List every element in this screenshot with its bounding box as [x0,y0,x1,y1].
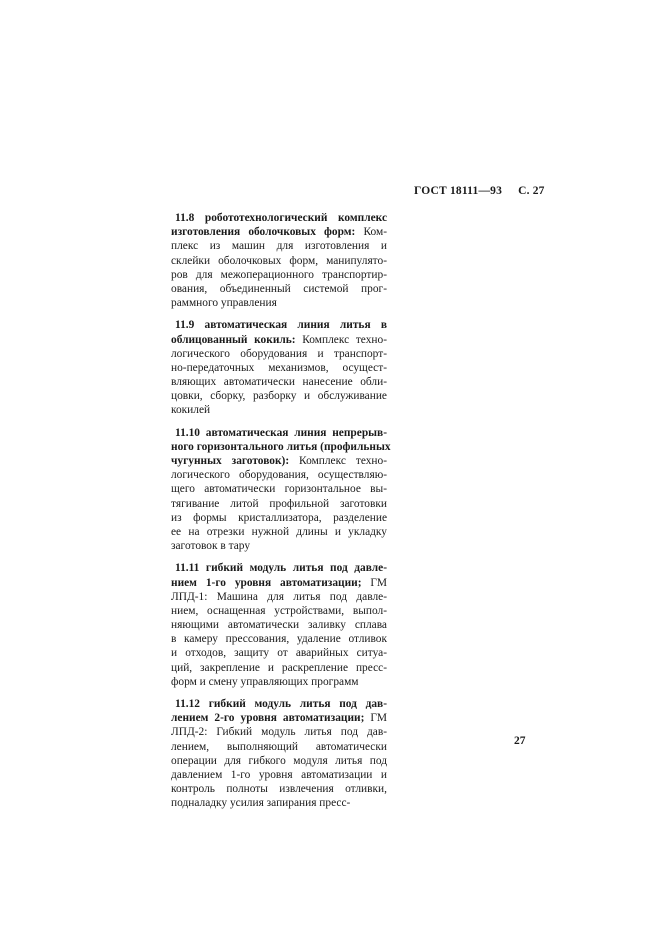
definition-text: няющими автоматически заливку сплава [171,619,387,632]
term-paragraph [171,211,387,310]
definition-text: но-передаточных механизмов, осущест- [171,361,387,374]
term-paragraph [171,318,387,417]
text-line [171,632,387,646]
definition-text: ования, объединенный системой прог- [171,282,387,295]
term-heading-text: 11.10 автоматическая линия непрерыв- [175,426,387,439]
definition-text: ЛПД-2: Гибкий модуль литья под дав- [171,726,387,739]
definition-text: ров для межоперационного транспортир- [171,268,387,281]
header-page-number: С. 27 [518,185,545,197]
definition-text: кокилей [171,404,211,417]
text-line [171,576,387,590]
text-line [171,740,387,754]
text-line [171,468,387,482]
text-line [171,333,387,347]
text-line [171,561,387,575]
text-line [171,239,387,253]
text-line [171,440,391,454]
text-line [171,403,387,417]
term-paragraph [171,697,387,811]
text-line [171,697,387,711]
term-heading-text: изготовления оболочковых форм: [171,226,356,239]
text-line [171,539,387,553]
text-line [171,725,387,739]
term-heading-text: 11.9 автоматическая линия литья в [175,319,387,332]
definition-text: лением, выполняющий автоматически [171,740,387,753]
definition-text: Комплекс техно- [289,455,388,467]
text-line [171,389,387,403]
definition-text: тягивание литой профильной заготовки [171,497,387,510]
definition-text: форм и смену управляющих программ [171,675,359,688]
definition-text: плекс из машин для изготовления и [171,240,387,253]
text-line [171,604,387,618]
text-line [171,768,387,782]
text-line [171,426,387,440]
text-line [171,796,387,810]
term-heading-text: чугунных заготовок): [171,455,290,467]
definition-text: склейки оболочковых форм, манипулято- [171,254,387,267]
term-heading-text: 11.11 гибкий модуль литья под давле- [175,562,387,575]
document-body [171,211,391,819]
definition-text: ГМ [361,576,387,589]
text-line [171,225,387,239]
text-line [171,646,387,660]
definition-text: щего автоматически горизонтальное вы- [171,483,387,496]
definition-text: логического оборудования, осуществляю- [171,469,387,482]
text-line [171,347,387,361]
text-line [171,497,387,511]
text-line [171,525,387,539]
text-line [171,618,387,632]
text-line [171,211,387,225]
text-line [171,375,387,389]
term-heading-text: 11.8 робототехнологический комплекс [175,212,387,224]
definition-text: давлением 1-го уровня автоматизации и [171,768,387,781]
text-line [171,590,387,604]
definition-text: и отходов, защиту от аварийных ситуа- [171,647,387,660]
definition-text: Комплекс техно- [295,333,387,346]
text-line [171,361,387,375]
definition-text: ее на отрезки нужной длины и укладку [171,525,387,538]
term-heading-text: 11.12 гибкий модуль литья под дав- [175,698,387,710]
term-paragraph [171,561,387,689]
text-line [171,268,387,282]
definition-text: заготовок в тару [171,540,251,553]
term-heading-text: лением 2-го уровня автоматизации; [171,712,365,725]
text-line [171,711,387,725]
definition-text: ций, закрепление и раскрепление пресс- [171,661,387,674]
text-line [171,482,387,496]
page-number: 27 [514,735,526,747]
definition-text: раммного управления [171,297,277,310]
term-paragraph [171,426,391,554]
text-line [171,754,387,768]
text-line [171,254,387,268]
text-line [171,511,387,525]
text-line [171,454,387,468]
text-line [171,661,387,675]
definition-text: контроль полноты извлечения отливки, [171,783,387,796]
definition-text: вляющих автоматически нанесение обли- [171,376,387,389]
definition-text: подналадку усилия запирания пресс- [171,797,351,810]
term-heading-text: облицованный кокиль: [171,333,296,346]
text-line [171,296,387,310]
definition-text: в камеру прессования, удаление отливок [171,633,387,646]
text-line [171,318,387,332]
definition-text: ГМ [364,712,387,725]
term-heading-text: нием 1-го уровня автоматизации; [171,576,362,589]
text-line [171,675,387,689]
definition-text: ЛПД-1: Машина для литья под давле- [171,590,387,603]
definition-text: Ком- [355,226,388,239]
standard-designation: ГОСТ 18111—93 [414,185,503,197]
text-line [171,282,387,296]
definition-text: цовки, сборку, разборку и обслуживание [171,390,387,403]
definition-text: нием, оснащенная устройствами, выпол- [171,604,387,617]
definition-text: логического оборудования и транспорт- [171,347,387,360]
page-header [414,185,545,197]
term-heading-text: ного горизонтального литья (профильных [171,440,391,453]
text-line [171,782,387,796]
definition-text: из формы кристаллизатора, разделение [171,511,387,524]
definition-text: операции для гибкого модуля литья под [171,754,387,767]
